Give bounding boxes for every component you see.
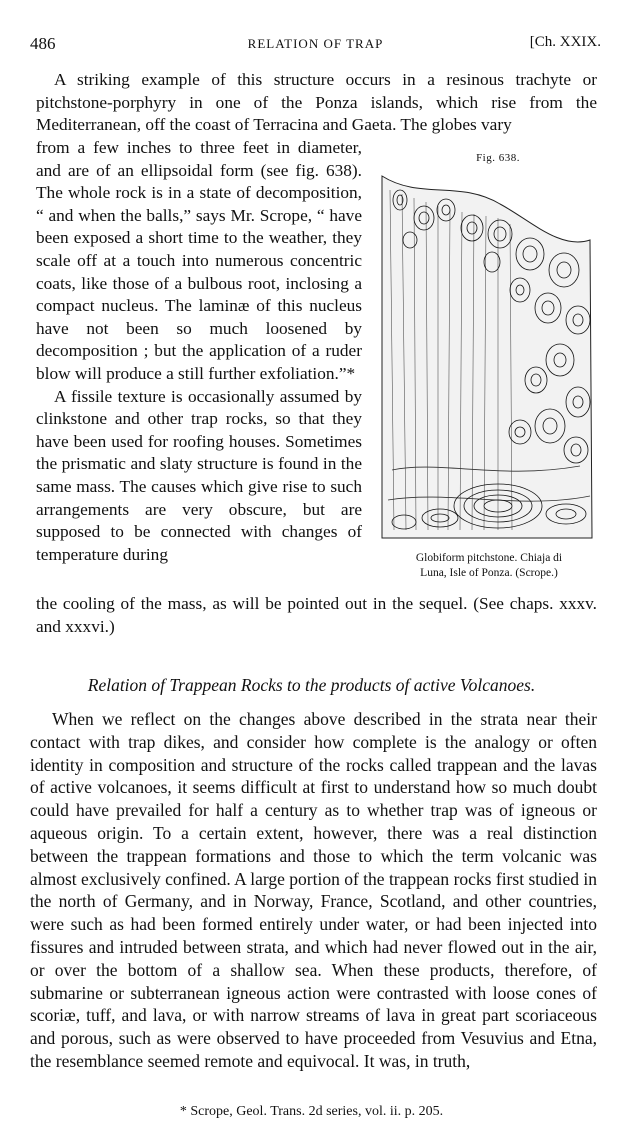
paragraph-trappean-volcanoes: When we reflect on the changes above described in the strata near their contact with trap dikes, and consider how complete is the analogy or often identity in composition and structure of the rocks called trappean and the lavas of active volcanoes, it seems difficult at first to understand how so much doubt could have prevailed for half a century as to whether trap was of igneous or aqueous origin. To a certain extent, however, there was a real distinction between the trappean formations and those to which the term volcanic was almost exclusively confined. A large portion of the trappean rocks first studied in the north of Germany, and in Norway, France, Scotland, and other countries, were such as had been formed entirely under water, or had been injected into fissures and intruded between strata, and which had never flowed out in the air, or over the bottom of a shallow sea. When these products, therefore, of submarine or subterranean igneous action were contrasted with loose cones of scoriæ, tuff, and lava, or with narrow streams of lava in great part scoriaceous and porous, such as were observed to have proceeded from Vesuvius and Etna, the resemblance seemed remote and equivocal. It was, in truth, bbox=[30, 709, 597, 1071]
paragraph-globes-description: from a few inches to three feet in diameter, and are of an ellipsoidal form (see fig. 638). The whole rock is in a state of decomposition, “ and when the balls,” says Mr. Scrope, “ have been exposed a short time to the weather, they scale off at a touch into numerous concentric coats, like those of a bulbous root, inclosing a compact nucleus. The laminæ of this nucleus have not been so much loosened by decomposition ; but the application of a ruder blow will produce a still further exfoliation.”* bbox=[36, 138, 362, 383]
globiform-pitchstone-engraving bbox=[380, 170, 594, 540]
paragraph-ponza-intro: A striking example of this structure occurs in a resinous trachyte or pitchstone-porphyry in one of the Ponza islands, which rise from the Mediterranean, off the coast of Terracina and Gaeta. The globes vary bbox=[36, 70, 597, 135]
footnote: * Scrope, Geol. Trans. 2d series, vol. ii. p. 205. bbox=[179, 1104, 444, 1119]
figure-caption-line-1: Globiform pitchstone. Chiaja di bbox=[415, 552, 563, 564]
running-title: RELATION OF TRAP bbox=[247, 36, 384, 51]
figure-caption bbox=[374, 551, 604, 581]
paragraph-fissile-continuation: the cooling of the mass, as will be pointed out in the sequel. (See chaps. xxxv. and xxxvi.) bbox=[36, 594, 597, 636]
running-head bbox=[30, 34, 601, 54]
wrapped-text-column bbox=[36, 137, 362, 566]
paragraph-fissile-texture: A fissile texture is occasionally assumed by clinkstone and other trap rocks, so that they have been used for roofing houses. Sometimes the prismatic and slaty structure is found in the same mass. The causes which give rise to such arrangements are very obscure, but are supposed to be connected with changes of temperature during bbox=[36, 386, 362, 564]
figure-caption-line-2: Luna, Isle of Ponza. (Scrope.) bbox=[420, 567, 558, 579]
figure-label: Fig. 638. bbox=[476, 152, 520, 164]
section-heading: Relation of Trappean Rocks to the products of active Volcanoes. bbox=[87, 675, 536, 695]
chapter-reference: [Ch. XXIX. bbox=[529, 34, 601, 50]
page-number: 486 bbox=[30, 34, 56, 53]
